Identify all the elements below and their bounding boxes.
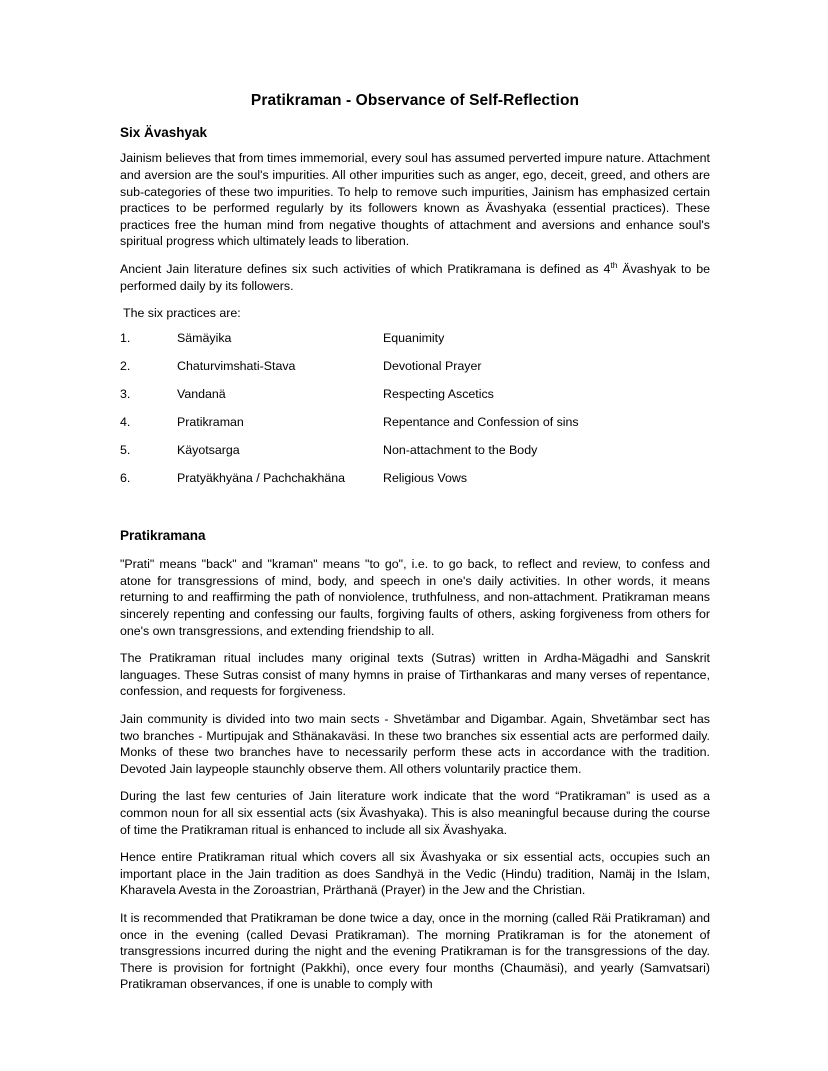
paragraph-ritual-includes-sutras: The Pratikraman ritual includes many original texts (Sutras) written in Ardha-Mägadhi and Sanskrit languages. These Sutras consist of many hymns in praise of Tirthankaras and many verses of repentance, confession, and requests for forgiveness. [120, 651, 710, 699]
paragraph-jainism-believes: Jainism believes that from times immemorial, every soul has assumed perverted impure nature. Attachment and aversion are the soul's impurities. All other impurities such as anger, ego, deceit, greed, and others are sub-categories of these two impurities. To help to remove such impurities, Jainism has emphasized certain practices to be performed regularly by its followers known as Ävashyaka (essential practices). These practices free the human mind from negative thoughts of attachment and aversions and enhance soul's spiritual progress which ultimately leads to liberation. [120, 151, 710, 249]
practice-meaning: Devotional Prayer [383, 358, 482, 373]
practice-number: 5. [120, 443, 131, 458]
table-row [120, 330, 710, 358]
table-row [120, 358, 710, 386]
practice-term: Chaturvimshati-Stava [177, 358, 296, 373]
practice-number: 2. [120, 358, 131, 373]
table-row [120, 414, 710, 442]
paragraph-recommended-twice-a-day: It is recommended that Pratikraman be done twice a day, once in the morning (called Räi Pratikraman) and once in the evening (called Devasi Pratikraman). The morning Pratikraman is for the atonement of transgressions incurred during the night and the evening Pratikraman is for the transgressions of the day. There is provision for fortnight (Pakkhi), once every four months (Chaumäsi), and yearly (Samvatsari) Pratikraman observances, if one is unable to comply with [120, 910, 710, 992]
practice-meaning: Equanimity [383, 330, 445, 345]
table-row [120, 386, 710, 414]
practice-number: 4. [120, 415, 131, 430]
paragraph-ancient-text-before-superscript: Ancient Jain literature defines six such activities of which Pratikramana is defined as 4 [120, 262, 611, 277]
practice-number: 6. [120, 471, 131, 486]
practice-term: Pratikraman [177, 415, 244, 430]
paragraph-jain-community-sects: Jain community is divided into two main sects - Shvetämbar and Digambar. Again, Shvetämbar sect has two branches - Murtipujak and Sthänakaväsi. In these two branches six essential acts are performed daily. Monks of these two branches have to necessarily perform these acts in accordance with the tradition. Devoted Jain laypeople staunchly observe them. All others voluntarily practice them. [120, 712, 710, 776]
practice-meaning: Non-attachment to the Body [383, 443, 538, 458]
table-row [120, 442, 710, 470]
table-row [120, 470, 710, 498]
practice-meaning: Repentance and Confession of sins [383, 415, 579, 430]
paragraph-prati-means-back: "Prati" means "back" and "kraman" means "to go", i.e. to go back, to reflect and review, to confess and atone for transgressions of mind, body, and speech in one's daily activities. In other words, it means returning to and reaffirming the path of nonviolence, truthfulness, and non-attachment. Pratikraman means sincerely repenting and confessing our faults, forgiving faults of others, asking forgiveness from others for one's own transgressions, and extending friendship to all. [120, 557, 710, 638]
practice-meaning: Religious Vows [383, 471, 468, 486]
practice-term: Käyotsarga [177, 443, 240, 458]
practice-term: Sämäyika [177, 330, 232, 345]
paragraph-hence-entire-ritual: Hence entire Pratikraman ritual which covers all six Ävashyaka or six essential acts, occupies such an important place in the Jain tradition as does Sandhyä in the Vedic (Hindu) tradition, Namäj in the Islam, Kharavela Avesta in the Zoroastrian, Prärthanä (Prayer) in the Jew and the Christian. [120, 850, 710, 898]
six-practices-list [120, 330, 710, 499]
list-lead-in-text: The six practices are: [123, 306, 241, 321]
paragraph-last-few-centuries: During the last few centuries of Jain literature work indicate that the word “Pratikraman” is used as a common noun for all six essential acts (six Ävashyaka). This is also meaningful because during the course of time the Pratikraman ritual is enhanced to include all six Ävashyaka. [120, 789, 710, 837]
document-body [120, 92, 710, 993]
practice-number: 3. [120, 387, 131, 401]
practice-number: 1. [120, 330, 131, 345]
page-title: Pratikraman - Observance of Self-Reflection [250, 92, 580, 109]
ordinal-superscript: th [610, 259, 618, 270]
practice-term: Pratyäkhyäna / Pachchakhäna [177, 471, 346, 486]
section-heading-six-avashyak: Six Ävashyak [120, 124, 208, 140]
paragraph-ancient-jain-literature [120, 261, 710, 294]
section-heading-pratikramana: Pratikramana [120, 528, 206, 544]
practices-table [120, 330, 710, 499]
practice-meaning: Respecting Ascetics [383, 387, 494, 401]
paragraph-ancient-text-after-superscript: Ävashyak to be performed daily by its followers. [120, 262, 711, 293]
practice-term: Vandanä [177, 387, 226, 401]
